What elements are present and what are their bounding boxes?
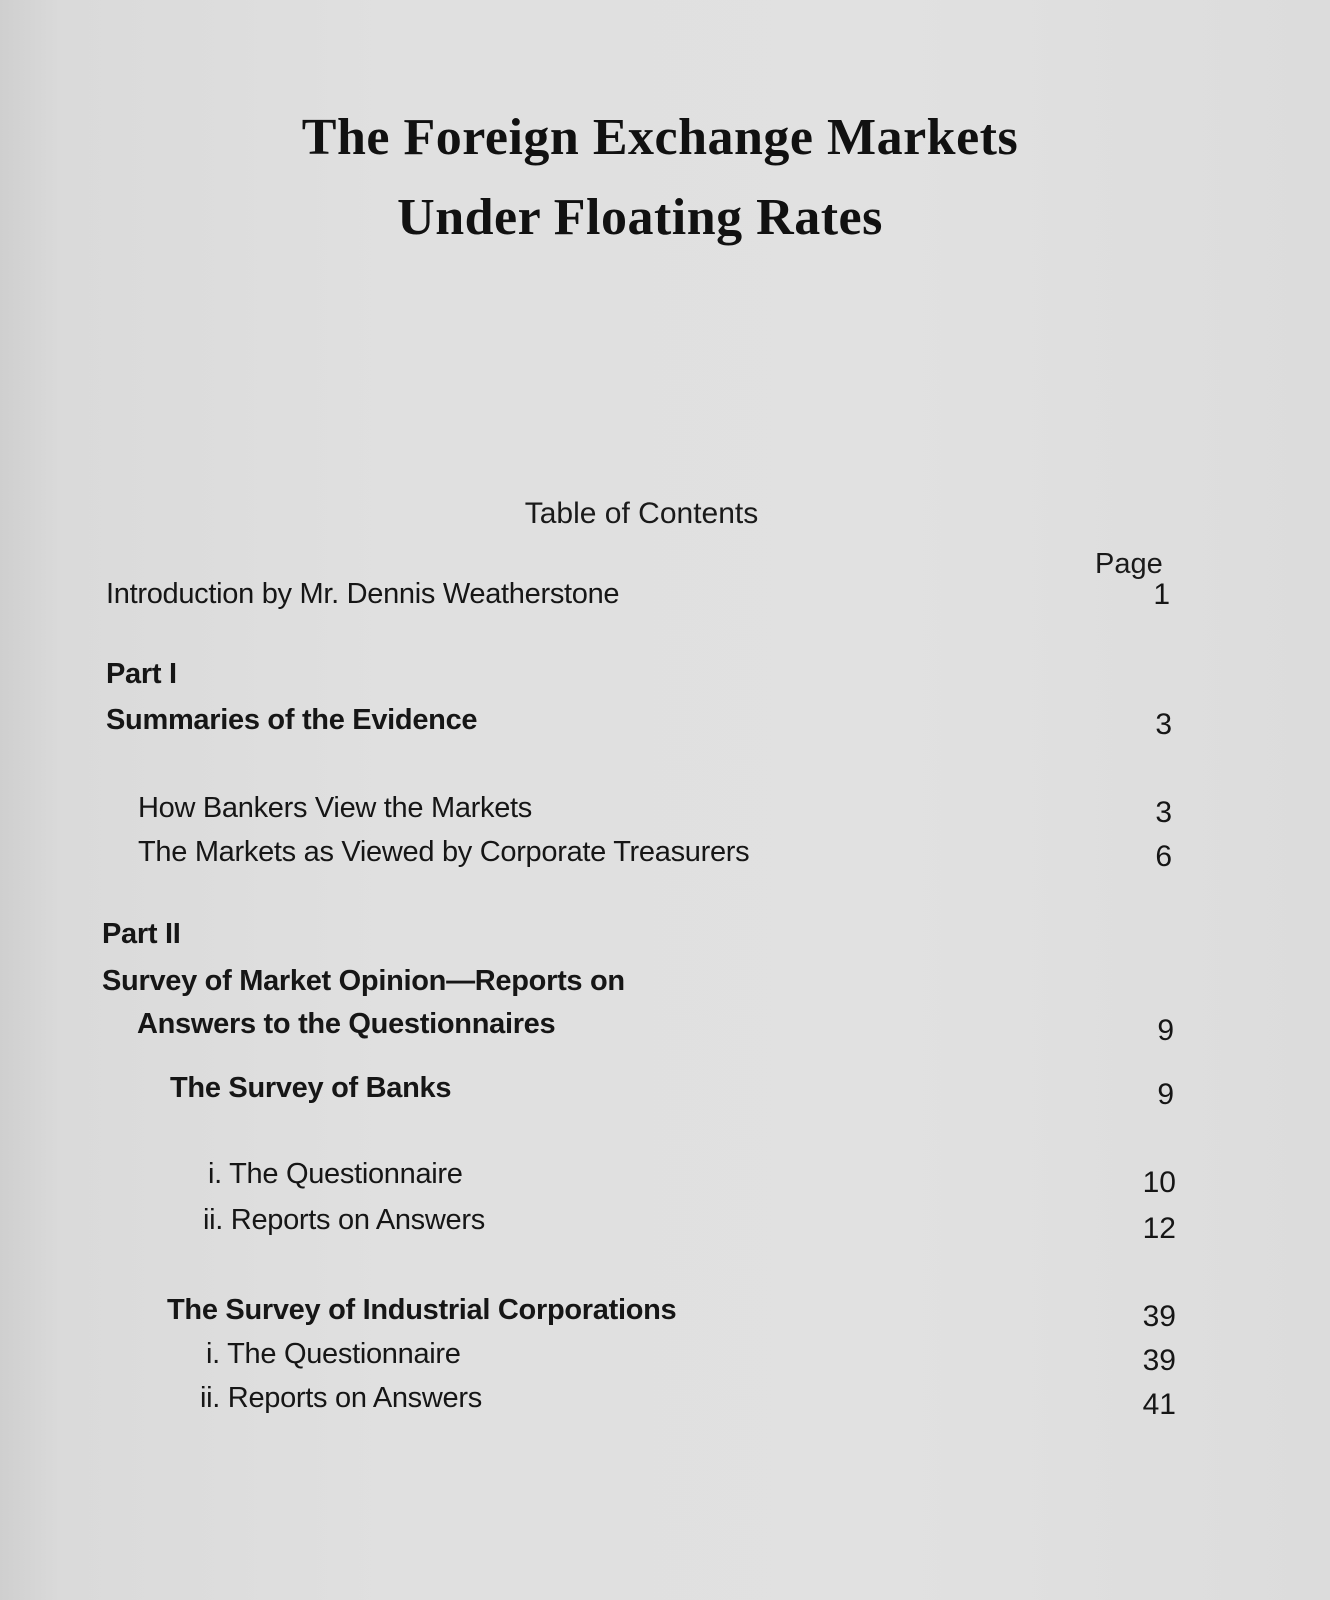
part-label: Part I [106, 658, 177, 690]
document-title-line-1: The Foreign Exchange Markets [301, 109, 1019, 166]
toc-entry-page: 9 [1157, 1014, 1174, 1047]
toc-entry-page: 6 [1155, 840, 1172, 873]
toc-entry-label: ii. Reports on Answers [203, 1204, 485, 1236]
toc-entry-page: 10 [1142, 1166, 1176, 1199]
toc-entry-page: 41 [1142, 1388, 1176, 1421]
toc-entry-label: The Markets as Viewed by Corporate Treasurers [138, 836, 750, 868]
toc-entry-page: 3 [1155, 796, 1172, 829]
toc-part-2-label [0, 918, 1330, 958]
toc-section-banks [0, 1072, 1330, 1112]
toc-entry-label: Survey of Market Opinion—Reports on [102, 965, 625, 997]
toc-entry-label: The Survey of Banks [170, 1072, 452, 1104]
toc-section-corporations [0, 1294, 1330, 1334]
toc-entry-bankers-view [0, 792, 1330, 832]
toc-entry-page: 39 [1142, 1300, 1176, 1333]
toc-part-2-title-line-2 [0, 1008, 1330, 1048]
toc-entry-label: Introduction by Mr. Dennis Weatherstone [106, 578, 620, 610]
toc-entry-page: 3 [1155, 708, 1172, 741]
toc-entry-page: 1 [1153, 578, 1170, 611]
part-label: Part II [102, 918, 181, 950]
toc-part-1-title [0, 704, 1330, 744]
toc-entry-label: i. The Questionnaire [206, 1338, 461, 1370]
toc-entry-corporate-treasurers [0, 836, 1330, 876]
toc-part-2-title-line-1 [0, 965, 1330, 1005]
toc-entry-label: The Survey of Industrial Corporations [167, 1294, 677, 1326]
toc-entry-corporations-reports [0, 1382, 1330, 1422]
toc-entry-introduction [0, 578, 1330, 618]
toc-entry-label: i. The Questionnaire [208, 1158, 463, 1190]
page-column-label: Page [1095, 548, 1163, 580]
toc-entry-banks-questionnaire [0, 1158, 1330, 1198]
toc-entry-corporations-questionnaire [0, 1338, 1330, 1378]
toc-entry-label: Summaries of the Evidence [106, 704, 478, 736]
toc-entry-banks-reports [0, 1204, 1330, 1244]
document-title-line-2: Under Floating Rates [397, 189, 883, 246]
toc-entry-page: 39 [1142, 1344, 1176, 1377]
toc-part-1-label [0, 658, 1330, 698]
toc-entry-label: Answers to the Questionnaires [137, 1008, 556, 1040]
toc-entry-page: 12 [1142, 1212, 1176, 1245]
toc-entry-label: ii. Reports on Answers [200, 1382, 482, 1414]
toc-entry-label: How Bankers View the Markets [138, 792, 533, 824]
toc-entry-page: 9 [1157, 1078, 1174, 1111]
toc-heading: Table of Contents [524, 497, 759, 530]
